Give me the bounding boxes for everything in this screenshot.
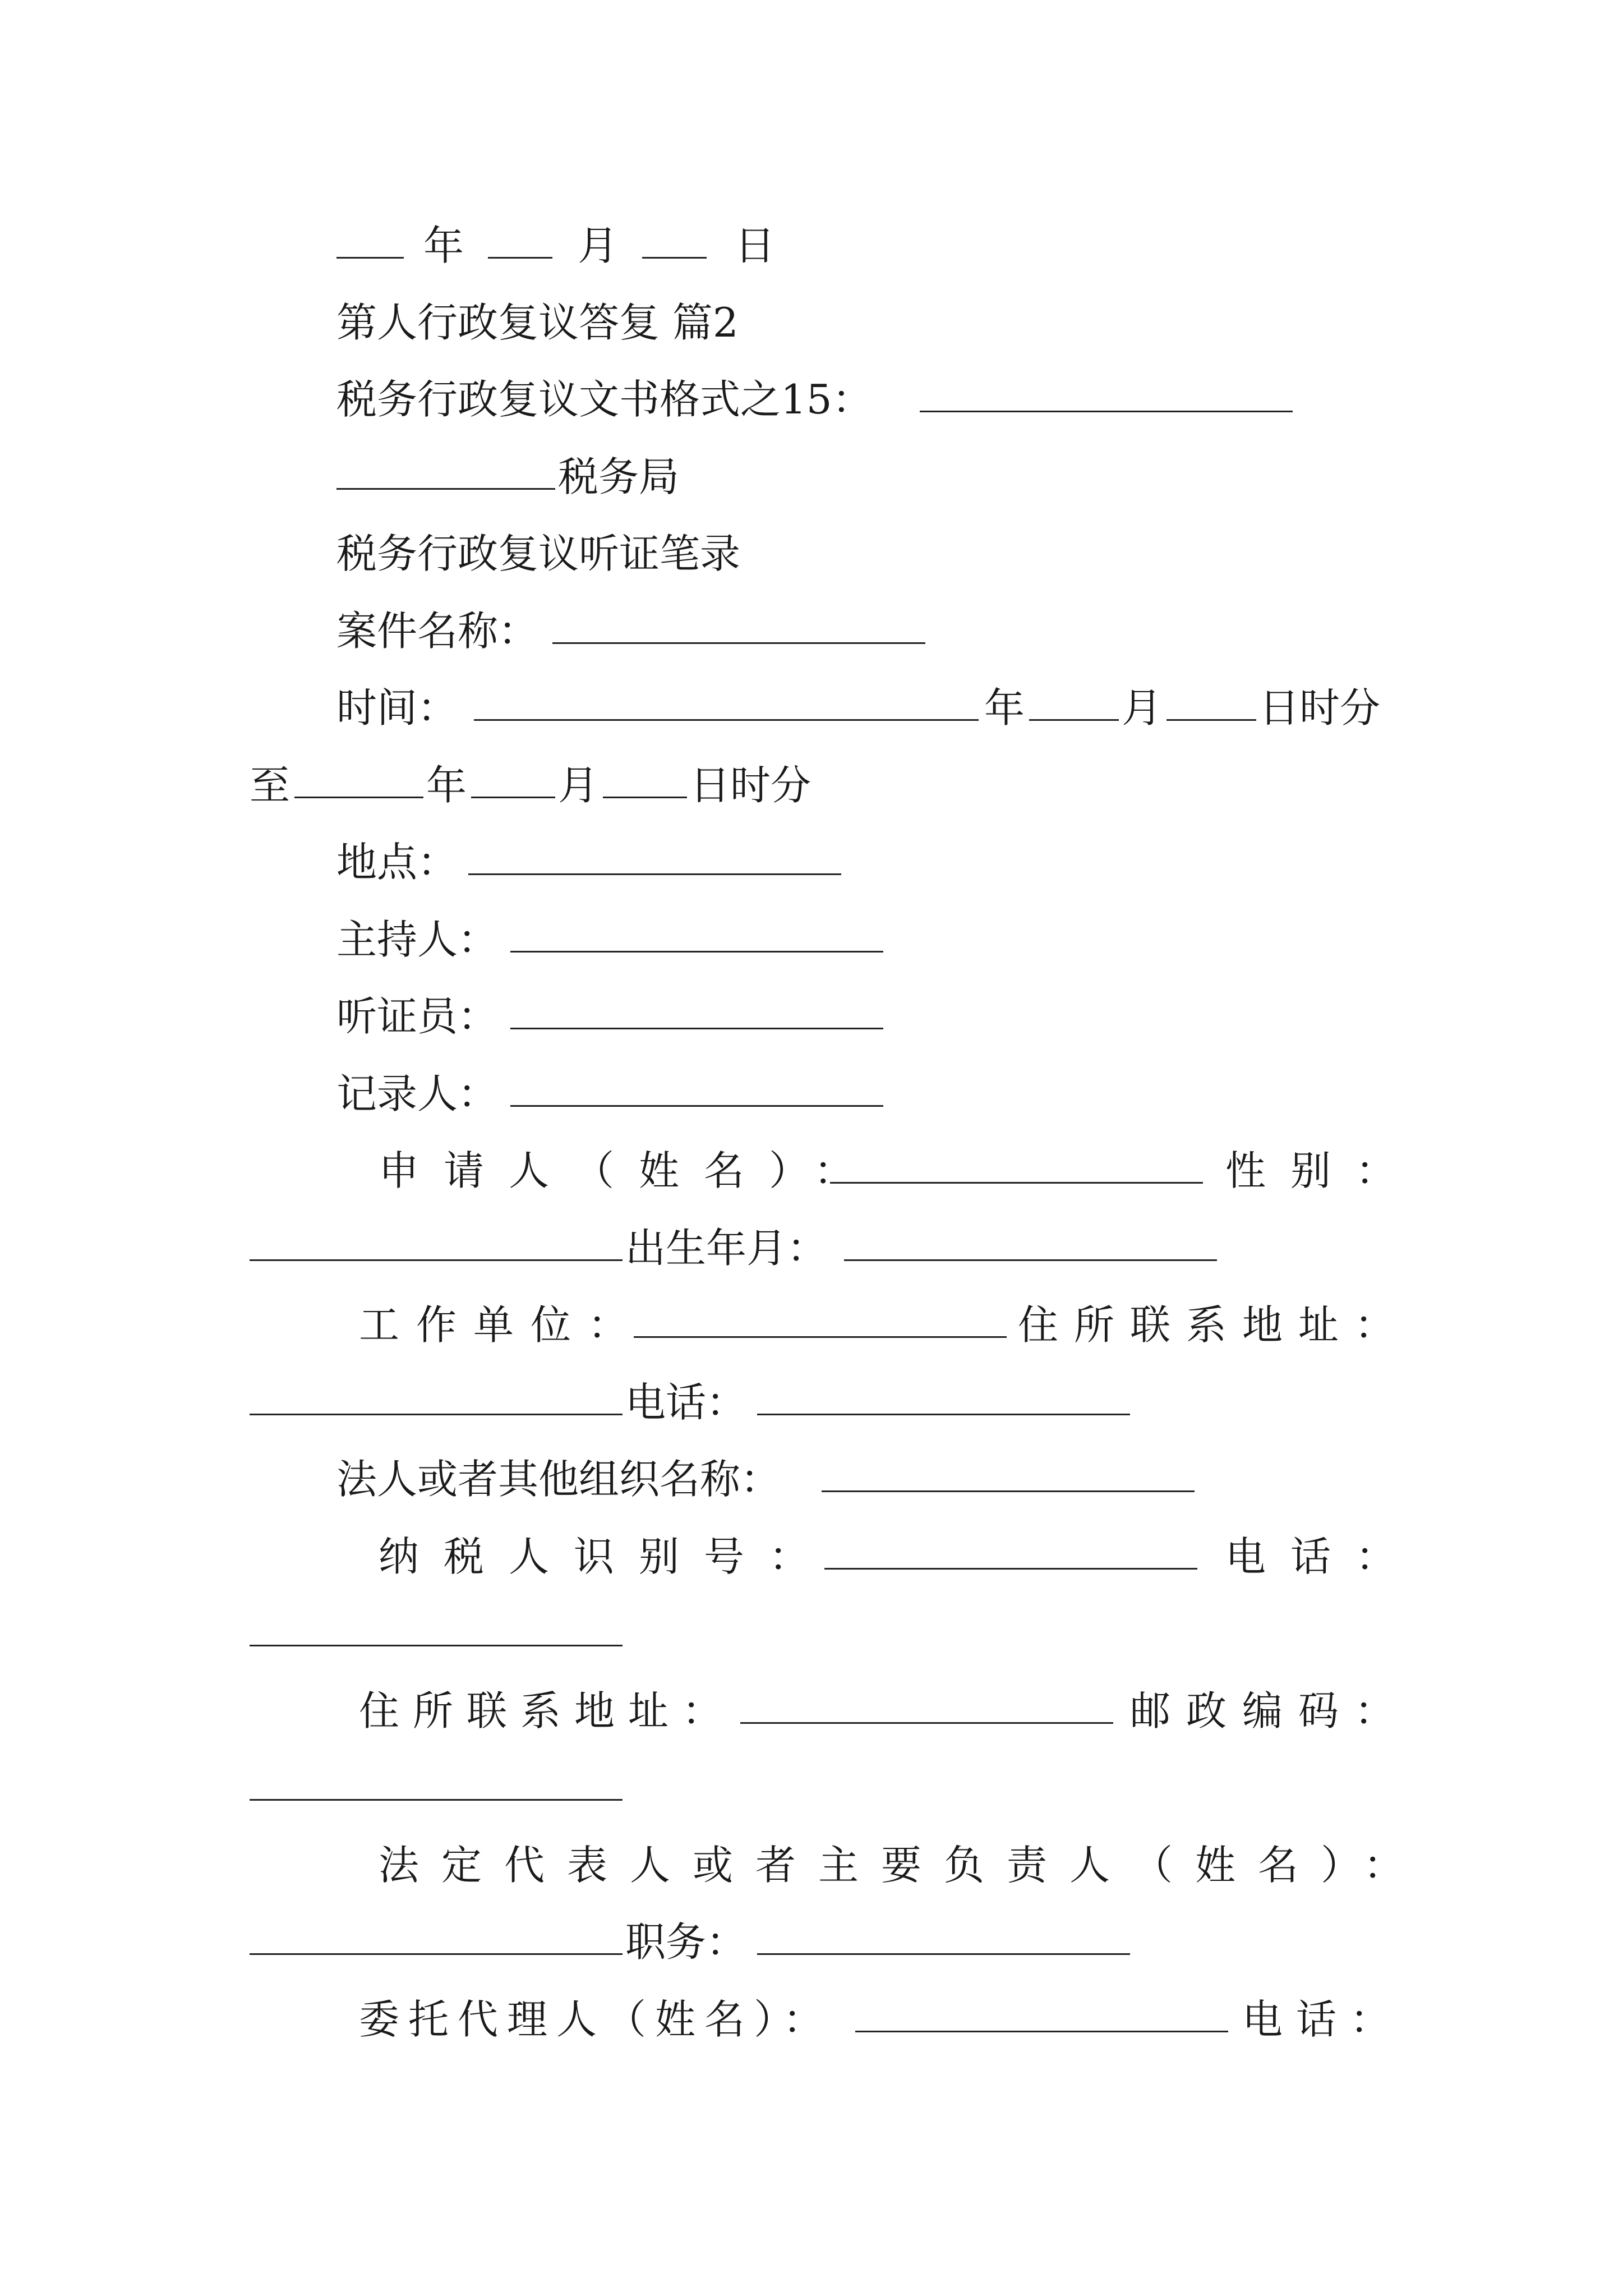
agent-name-label: 委托代理人（姓名）： — [359, 1996, 833, 2043]
host-blank — [510, 951, 883, 953]
applicant-address-label: 住所联系地址： — [1018, 1301, 1411, 1349]
host-label: 主持人： — [336, 916, 499, 963]
legal-rep-blank — [250, 1953, 623, 1955]
applicant-name-blank — [830, 1182, 1203, 1184]
time-day-text: 日时分 — [1259, 684, 1381, 731]
time-end-month-blank — [471, 797, 555, 798]
format-blank — [920, 411, 1293, 412]
legal-rep-line — [0, 1832, 1623, 1899]
time-end-month-text: 月 — [558, 762, 599, 809]
time-end-year-text: 年 — [426, 762, 467, 809]
org-name-label: 法人或者其他组织名称： — [336, 1456, 781, 1503]
agent-phone-label: 电话： — [1242, 1996, 1404, 2043]
applicant-name-line — [0, 1137, 1623, 1204]
case-name-line — [0, 597, 1623, 665]
time-end-day-blank — [603, 797, 687, 798]
time-line — [0, 674, 1623, 742]
applicant-birth-line — [0, 1214, 1623, 1282]
applicant-gender-blank — [250, 1259, 623, 1261]
applicant-gender-label: 性别： — [1225, 1147, 1421, 1194]
recorder-line — [0, 1060, 1623, 1128]
date-year-text: 年 — [423, 222, 464, 269]
applicant-birth-label: 出生年月： — [625, 1225, 828, 1272]
recorder-blank — [510, 1105, 883, 1107]
applicant-phone-blank — [757, 1414, 1130, 1415]
agent-name-blank — [855, 2031, 1228, 2032]
hearing-officer-label: 听证员： — [336, 993, 499, 1040]
host-line — [0, 906, 1623, 973]
bureau-blank — [336, 488, 555, 490]
time-label: 时间： — [336, 684, 458, 731]
location-blank — [468, 873, 841, 875]
agent-line — [0, 1986, 1623, 2053]
document-title: 税务行政复议听证笔录 — [336, 530, 741, 577]
time-day-blank — [1166, 719, 1256, 721]
applicant-work-unit-label: 工作单位： — [359, 1301, 645, 1349]
applicant-address-blank — [250, 1414, 623, 1415]
case-name-blank — [552, 642, 925, 644]
applicant-work-unit-blank — [634, 1336, 1007, 1338]
time-year-text: 年 — [984, 684, 1025, 731]
location-line — [0, 829, 1623, 896]
date-day-text: 日 — [735, 222, 776, 269]
section-heading: 第人行政复议答复 篇2 — [336, 299, 739, 346]
bureau-suffix: 税务局 — [558, 453, 680, 500]
org-postal-blank — [250, 1799, 623, 1801]
date-line — [0, 212, 1623, 279]
org-phone-label: 电话： — [1225, 1533, 1421, 1580]
org-taxpayer-id-blank — [824, 1568, 1197, 1570]
month-blank — [488, 257, 552, 259]
title-line — [0, 520, 1623, 587]
org-address-blank — [740, 1722, 1113, 1724]
format-label: 税务行政复议文书格式之15： — [336, 376, 873, 423]
org-address-line — [0, 1677, 1623, 1745]
applicant-phone-label: 电话： — [625, 1379, 747, 1426]
hearing-officer-blank — [510, 1028, 883, 1029]
bureau-line — [0, 443, 1623, 510]
applicant-birth-blank — [844, 1259, 1217, 1261]
day-blank — [642, 257, 707, 259]
org-taxpayer-id-label: 纳税人识别号： — [379, 1533, 834, 1580]
position-label: 职务： — [625, 1918, 747, 1966]
recorder-label: 记录人： — [336, 1070, 499, 1117]
legal-rep-label: 法定代表人或者主要负责人（姓名）： — [379, 1842, 1427, 1889]
org-taxpayer-line — [0, 1523, 1623, 1590]
time-end-day-text: 日时分 — [690, 762, 811, 809]
org-phone-blank — [250, 1645, 623, 1646]
org-postal-blank-line — [0, 1754, 1623, 1821]
heading-line — [0, 289, 1623, 356]
time-end-year-blank — [294, 797, 423, 798]
position-line — [0, 1908, 1623, 1976]
case-name-label: 案件名称： — [336, 608, 539, 655]
position-blank — [757, 1953, 1130, 1955]
applicant-phone-line — [0, 1369, 1623, 1436]
time-end-line — [0, 752, 1623, 819]
location-label: 地点： — [336, 839, 458, 886]
time-month-text: 月 — [1122, 684, 1163, 731]
applicant-work-line — [0, 1291, 1623, 1359]
hearing-officer-line — [0, 983, 1623, 1050]
org-name-blank — [822, 1490, 1195, 1492]
applicant-name-label: 申请人（姓名）： — [379, 1147, 879, 1194]
time-year-blank — [474, 719, 979, 721]
org-address-label: 住所联系地址： — [359, 1687, 736, 1734]
time-to-text: 至 — [250, 762, 291, 809]
org-name-line — [0, 1446, 1623, 1513]
org-postal-label: 邮政编码： — [1130, 1687, 1411, 1734]
year-blank — [336, 257, 404, 259]
date-month-text: 月 — [578, 222, 619, 269]
format-line — [0, 366, 1623, 433]
time-month-blank — [1029, 719, 1119, 721]
org-phone-blank-line — [0, 1600, 1623, 1667]
